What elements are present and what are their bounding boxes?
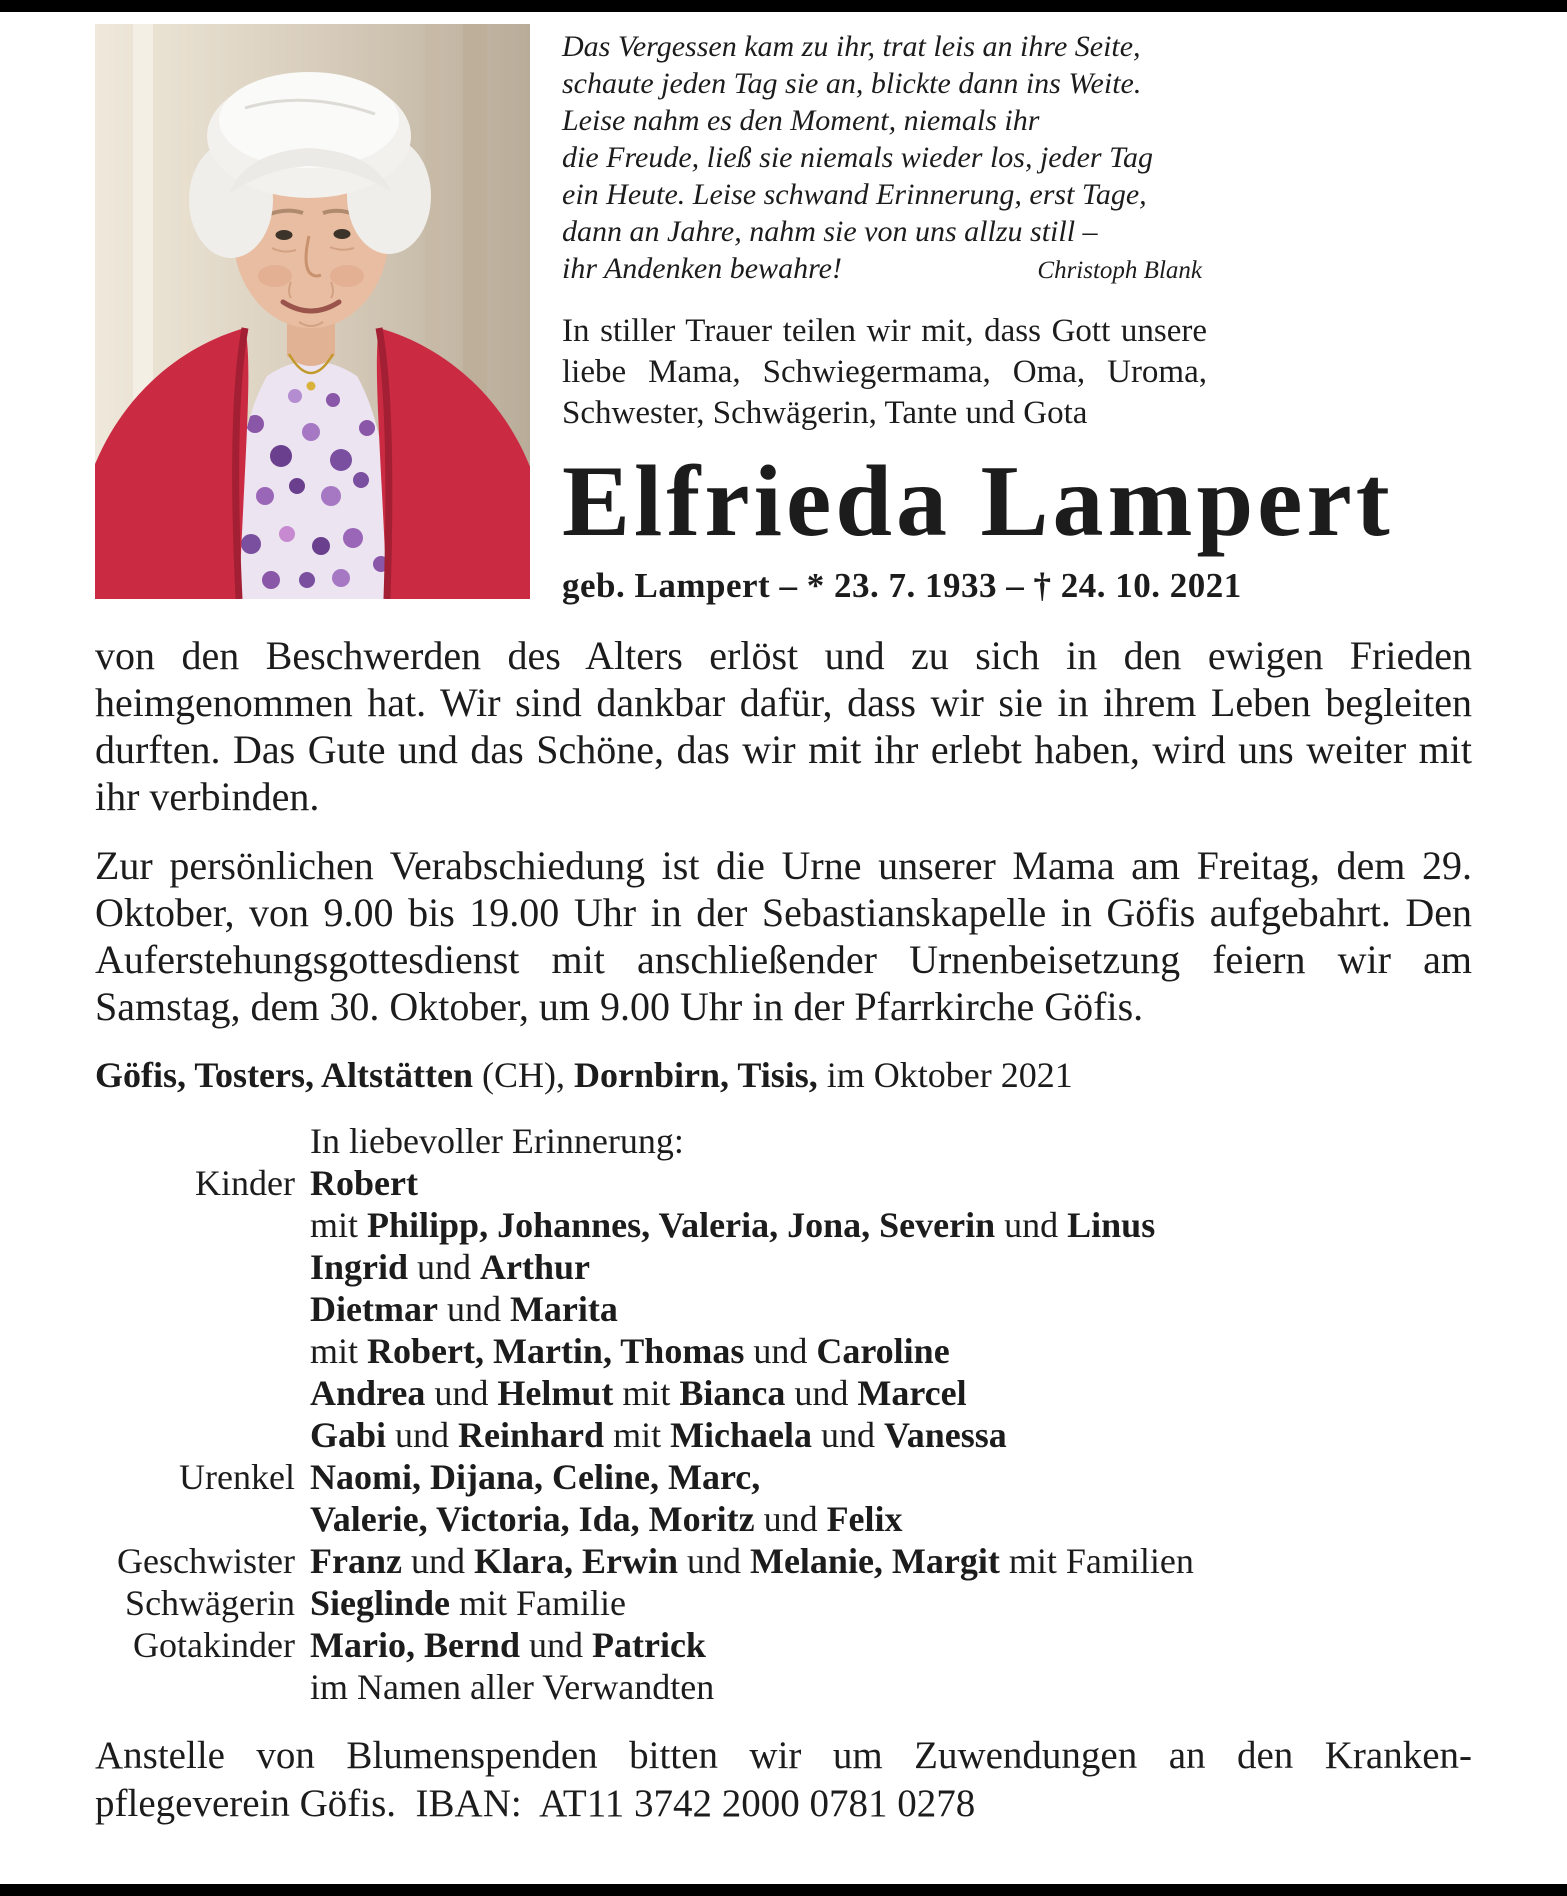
- plain-text: mit: [310, 1331, 368, 1372]
- name-bold-text: Robert: [310, 1163, 418, 1204]
- plain-text: im Namen aller Verwandten: [310, 1667, 715, 1708]
- name-bold-text: Felix: [826, 1499, 903, 1540]
- name-bold-text: Marcel: [857, 1373, 967, 1414]
- family-role-label: Gotakinder: [133, 1625, 295, 1666]
- name-bold-text: Reinhard: [458, 1415, 605, 1456]
- name-bold-text: Andrea: [310, 1373, 426, 1414]
- name-bold-text: Dietmar: [310, 1289, 438, 1330]
- family-names: [310, 1624, 706, 1666]
- family-names: [310, 1246, 590, 1288]
- plain-text: und: [785, 1373, 858, 1414]
- poem-line: Das Vergessen kam zu ihr, trat leis an ihre Seite,: [562, 30, 1141, 63]
- plain-text: und: [677, 1541, 750, 1582]
- family-row: [95, 1414, 1472, 1456]
- family-names: [310, 1330, 950, 1372]
- family-names: [310, 1372, 967, 1414]
- family-role-label: [95, 1246, 295, 1288]
- name-bold-text: Mario, Bernd: [310, 1625, 520, 1666]
- plain-text: und: [408, 1247, 481, 1288]
- name-bold-text: Philipp, Johannes, Valeria, Jona, Severin: [367, 1205, 996, 1246]
- family-row: [95, 1246, 1472, 1288]
- plain-text: mit: [613, 1373, 680, 1414]
- name-bold-text: Göfis, Tosters, Altstätten: [95, 1055, 482, 1096]
- body-paragraph-1: von den Beschwerden des Alters erlöst und zu sich in den ewigen Frieden heimgenommen hat. Wir sind dankbar dafür, dass wir sie in ihrem Leben begleiten durften. Das Gute und das Schöne, das wir mit ihr erlebt haben, wird uns weiter mit ihr verbinden.: [95, 633, 1472, 820]
- family-row: [95, 1288, 1472, 1330]
- body-paragraph-2: Zur persönlichen Verabschiedung ist die Urne unserer Mama am Freitag, dem 29. Oktober, von 9.00 bis 19.00 Uhr in der Sebastianskapelle in Göfis aufgebahrt. Den Auferstehungsgottesdienst mit anschließender Urnenbeisetzung feiern wir am Samstag, dem 30. Oktober, um 9.00 Uhr in der Pfarrkirche Göfis.: [95, 843, 1472, 1030]
- poem-line: schaute jeden Tag sie an, blickte dann ins Weite.: [562, 67, 1142, 100]
- plain-text: im Oktober 2021: [817, 1055, 1073, 1096]
- name-bold-text: Linus: [1067, 1205, 1156, 1246]
- poem-line: dann an Jahre, nahm sie von uns allzu still –: [562, 215, 1098, 248]
- birth-death-dates: geb. Lampert – * 23. 7. 1933 – † 24. 10. 2021: [562, 566, 1242, 606]
- family-row: [95, 1498, 1472, 1540]
- name-bold-text: Patrick: [591, 1625, 706, 1666]
- portrait-photo-image: [95, 24, 530, 599]
- plain-text: mit: [604, 1415, 671, 1456]
- family-role-label: Schwägerin: [125, 1583, 295, 1624]
- family-row: [95, 1540, 1472, 1582]
- family-names: [310, 1204, 1155, 1246]
- plain-text: mit: [310, 1205, 368, 1246]
- places-line: [95, 1054, 1472, 1096]
- family-row: [95, 1456, 1472, 1498]
- family-role-label: Geschwister: [117, 1541, 295, 1582]
- poem-line: die Freude, ließ sie niemals wieder los, jeder Tag: [562, 141, 1154, 174]
- plain-text: und: [425, 1373, 498, 1414]
- plain-text: und: [812, 1415, 885, 1456]
- name-bold-text: Robert, Martin, Thomas: [367, 1331, 745, 1372]
- family-role-label: [95, 1666, 295, 1708]
- poem-line: Leise nahm es den Moment, niemals ihr: [562, 104, 1040, 137]
- plain-text: und: [519, 1625, 592, 1666]
- family-names: [310, 1666, 714, 1708]
- header-text-column: [562, 24, 1472, 606]
- family-names: [310, 1288, 618, 1330]
- poem-last-line: [562, 250, 1202, 289]
- family-section: [95, 1120, 1472, 1708]
- plain-text: mit Familien: [999, 1541, 1194, 1582]
- family-role-label: [95, 1372, 295, 1414]
- family-row: [95, 1624, 1472, 1666]
- family-row: [95, 1204, 1472, 1246]
- portrait-photo: [95, 24, 530, 599]
- family-row: [95, 1330, 1472, 1372]
- name-bold-text: Ingrid: [310, 1247, 409, 1288]
- family-role-label: [95, 1330, 295, 1372]
- donation-note: [95, 1732, 1472, 1828]
- name-bold-text: Caroline: [816, 1331, 950, 1372]
- family-row: [95, 1372, 1472, 1414]
- plain-text: und: [401, 1541, 474, 1582]
- plain-text: (CH),: [482, 1055, 574, 1096]
- family-role-label: Kinder: [195, 1163, 295, 1204]
- name-bold-text: Helmut: [497, 1373, 614, 1414]
- donation-note-line-1: Anstelle von Blumenspenden bitten wir um Zuwendungen an den Kranken-: [95, 1734, 1472, 1778]
- plain-text: und: [437, 1289, 510, 1330]
- plain-text: und: [754, 1499, 827, 1540]
- name-bold-text: Vanessa: [884, 1415, 1007, 1456]
- family-names: [310, 1540, 1194, 1582]
- family-names: [310, 1414, 1007, 1456]
- poem-line: ihr Andenken bewahre!: [562, 252, 842, 285]
- family-names: [310, 1582, 626, 1624]
- name-bold-text: Melanie, Margit: [749, 1541, 1000, 1582]
- name-bold-text: Klara, Erwin: [473, 1541, 678, 1582]
- plain-text: und: [995, 1205, 1068, 1246]
- family-row: [95, 1666, 1472, 1708]
- name-bold-text: Franz: [310, 1541, 402, 1582]
- family-role-label: Urenkel: [179, 1457, 295, 1498]
- poem-author: Christoph Blank: [1037, 257, 1202, 284]
- family-list: [95, 1162, 1472, 1708]
- family-role-label: [95, 1498, 295, 1540]
- family-row: [95, 1582, 1472, 1624]
- family-names: [310, 1456, 760, 1498]
- name-bold-text: Sieglinde: [310, 1583, 451, 1624]
- family-heading: In liebevoller Erinnerung:: [310, 1121, 684, 1162]
- bottom-border-bar: [0, 1884, 1567, 1896]
- name-bold-text: Marita: [509, 1289, 618, 1330]
- name-bold-text: Naomi, Dijana, Celine, Marc,: [310, 1457, 761, 1498]
- name-bold-text: Gabi: [310, 1415, 387, 1456]
- donation-note-line-2: pflegeverein Göfis. IBAN: AT11 3742 2000 0781 0278: [95, 1782, 976, 1826]
- plain-text: und: [386, 1415, 459, 1456]
- poem-line: ein Heute. Leise schwand Erinnerung, erst Tage,: [562, 178, 1147, 211]
- family-role-label: [95, 1288, 295, 1330]
- plain-text: und: [744, 1331, 817, 1372]
- deceased-name: Elfrieda Lampert: [562, 445, 1394, 558]
- family-names: [310, 1498, 903, 1540]
- name-bold-text: Valerie, Victoria, Ida, Moritz: [310, 1499, 755, 1540]
- name-bold-text: Arthur: [480, 1247, 591, 1288]
- header-section: [95, 24, 1472, 606]
- family-role-label: [95, 1414, 295, 1456]
- name-bold-text: Dornbirn, Tisis,: [574, 1055, 818, 1096]
- announcement-intro: In stiller Trauer teilen wir mit, dass Gott unsere liebe Mama, Schwiegermama, Oma, Uroma, Schwester, Schwägerin, Tante und Gota: [562, 313, 1207, 431]
- family-row: [95, 1162, 1472, 1204]
- family-names: [310, 1162, 418, 1204]
- plain-text: mit Familie: [450, 1583, 627, 1624]
- memorial-poem: [562, 28, 1202, 289]
- name-bold-text: Bianca: [679, 1373, 786, 1414]
- family-role-label: [95, 1204, 295, 1246]
- top-border-bar: [0, 0, 1567, 12]
- name-bold-text: Michaela: [670, 1415, 813, 1456]
